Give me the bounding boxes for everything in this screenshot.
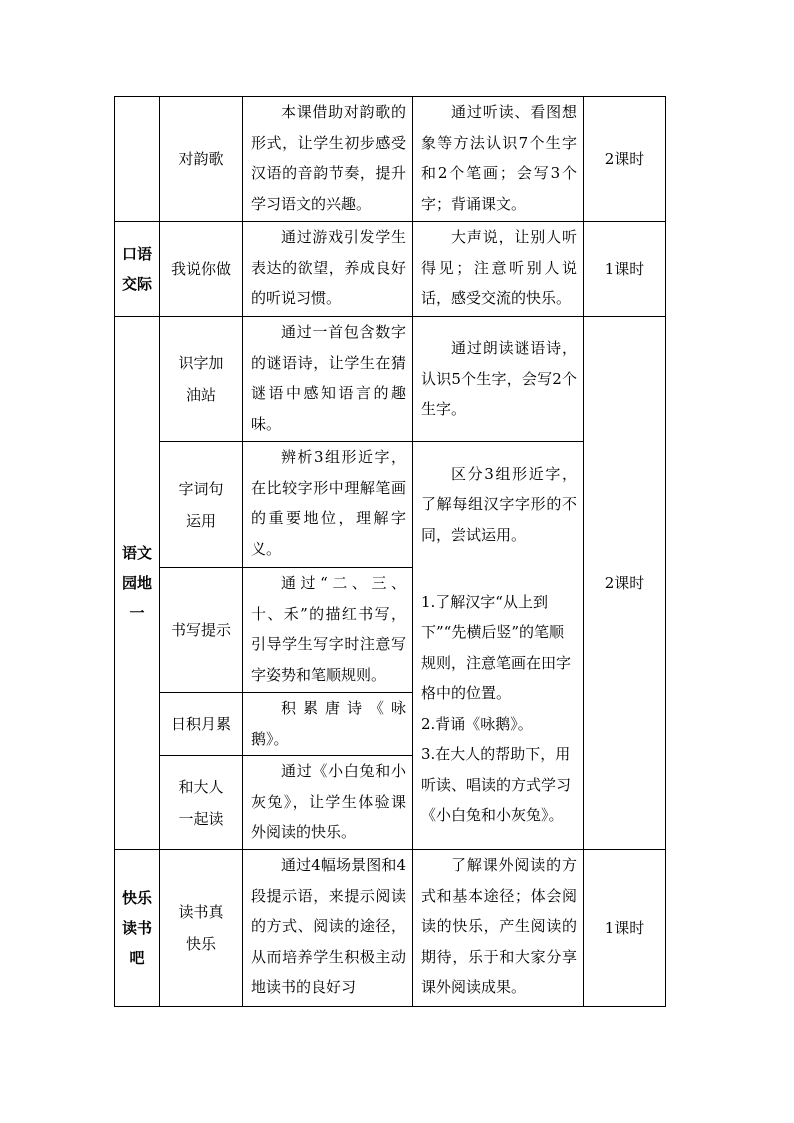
class-hours: 1课时	[604, 918, 645, 937]
table-border-bottom	[114, 1006, 666, 1007]
lesson-name: 我说你做	[170, 260, 231, 278]
lesson-goal: 通过《小白兔和小灰兔》，让学生体验课外阅读的快乐。	[251, 762, 406, 841]
lesson-requirement: 通过听读、看图想象等方法认识7个生字和2个笔画；会写3个字；背诵课文。	[421, 103, 577, 213]
table-border-right	[665, 96, 666, 1007]
lesson-requirement: 区分3组形近字，了解每组汉字字形的不同，尝试运用。	[421, 464, 577, 544]
unit-cell	[115, 97, 159, 221]
lesson-name: 对韵歌	[178, 150, 224, 168]
lesson-goal: 通过4幅场景图和4段提示语，来提示阅读的方式、阅读的途径，从而培养学生积极主动地读书的良好习	[251, 856, 406, 996]
lesson-requirement: 了解课外阅读的方式和基本途径；体会阅读的快乐，产生阅读的期待，乐于和大家分享课外阅读成果。	[421, 856, 577, 996]
class-hours: 2课时	[604, 573, 645, 592]
lesson-goal: 辨析3组形近字，在比较字形中理解笔画的重要地位，理解字义。	[251, 448, 406, 558]
lesson-name: 读书真快乐	[178, 903, 224, 953]
class-hours: 1课时	[604, 259, 645, 278]
lesson-goal: 通过游戏引发学生表达的欲望，养成良好的听说习惯。	[251, 228, 406, 307]
lesson-name: 识字加油站	[178, 354, 224, 404]
lesson-goal: 通过一首包含数字的谜语诗，让学生在猜谜语中感知语言的趣味。	[251, 323, 406, 433]
lesson-name: 和大人一起读	[178, 777, 224, 828]
lesson-requirement-list	[413, 568, 583, 849]
list-item: 2.背诵《咏鹅》。	[421, 714, 533, 733]
lesson-requirement: 通过朗读谜语诗，认识5个生字，会写2个生字。	[421, 339, 577, 419]
lesson-goal: 本课借助对韵歌的形式，让学生初步感受汉语的音韵节奏，提升学习语文的兴趣。	[251, 103, 406, 213]
list-item: 3.在大人的帮助下，用听读、唱读的方式学习《小白兔和小灰兔》。	[421, 745, 572, 824]
lesson-requirement: 大声说，让别人听得见；注意听别人说话，感受交流的快乐。	[421, 228, 577, 307]
lesson-name: 字词句运用	[178, 479, 224, 530]
lesson-goal: 通过“二、三、十、禾”的描红书写，引导学生写字时注意写字姿势和笔顺规则。	[251, 574, 406, 684]
unit-cell: 口语交际	[122, 245, 153, 293]
class-hours: 2课时	[604, 149, 645, 168]
unit-cell: 语文园地一	[122, 544, 153, 622]
lesson-name: 书写提示	[170, 621, 231, 639]
lesson-goal: 积累唐诗《咏鹅》。	[251, 699, 406, 748]
unit-cell: 快乐读书吧	[122, 889, 153, 967]
lesson-name: 日积月累	[170, 715, 231, 733]
list-item: 1.了解汉字“从上到下”“先横后竖”的笔顺规则，注意笔画在田字格中的位置。	[421, 592, 572, 702]
